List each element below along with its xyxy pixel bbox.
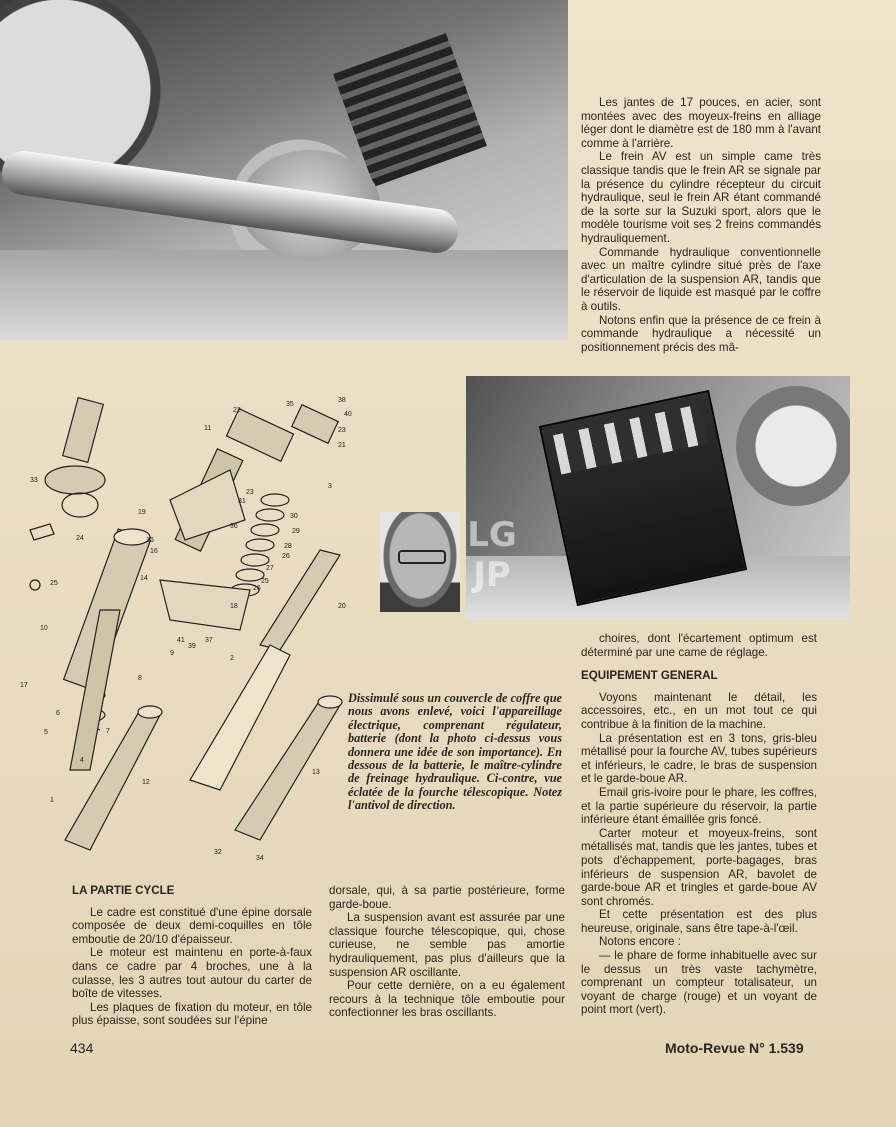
paragraph: Le moteur est maintenu en porte-à-faux dans ce cadre par 4 broches, une à la culasse, les 3 autres tout autour du carter de boîte de vitesses. (72, 946, 312, 1001)
svg-text:22: 22 (233, 407, 241, 414)
paragraph: Notons enfin que la présence de ce frein à commande hydraulique a nécessité un positionnement précis des mâ- (581, 313, 821, 354)
right-bottom-column (581, 632, 817, 1017)
svg-text:21: 21 (338, 442, 346, 449)
svg-text:27: 27 (266, 565, 274, 572)
engine-photo (0, 0, 568, 340)
svg-text:10: 10 (40, 625, 48, 632)
svg-text:33: 33 (30, 477, 38, 484)
svg-text:30: 30 (290, 513, 298, 520)
paragraph: Email gris-ivoire pour le phare, les coffres, et la partie supérieure du réservoir, la partie inférieure étant émaillée gris foncé. (581, 785, 817, 827)
svg-text:13: 13 (312, 769, 320, 776)
portrait-photo (380, 512, 460, 612)
paragraph: Les jantes de 17 pouces, en acier, sont montées avec des moyeux-freins en alliage léger dont le diamètre est de 180 mm à l'avant comme à l'arrière. (581, 96, 821, 150)
svg-text:8: 8 (138, 675, 142, 682)
svg-text:5: 5 (44, 729, 48, 736)
svg-text:36: 36 (230, 523, 238, 530)
paragraph: Les plaques de fixation du moteur, en tôle plus épaisse, sont soudées sur l'épine (72, 1000, 312, 1028)
svg-text:11: 11 (204, 425, 212, 432)
svg-text:37: 37 (205, 637, 213, 644)
svg-text:9: 9 (170, 650, 174, 657)
paragraph: La suspension avant est assurée par une classique fourche télescopique, qui, chose curieuse, ne semble pas amortie hydrauliquement, pas plus d'ailleurs que la suspension AR oscillante. (329, 911, 565, 979)
wheel-shape (736, 386, 850, 506)
svg-text:4: 4 (80, 757, 84, 764)
right-top-column (581, 96, 821, 354)
paragraph: Et cette présentation est des plus heureuse, originale, sans être tape-à-l'œil. (581, 908, 817, 935)
svg-text:16: 16 (150, 548, 158, 555)
svg-text:14: 14 (140, 575, 148, 582)
svg-text:28: 28 (284, 543, 292, 550)
svg-text:39: 39 (188, 643, 196, 650)
left-column (72, 884, 312, 1028)
svg-text:3: 3 (328, 483, 332, 490)
svg-text:34: 34 (256, 855, 264, 862)
svg-text:40: 40 (344, 411, 352, 418)
continuation-text: choires, dont l'écartement optimum est déterminé par une came de réglage. (581, 632, 817, 659)
svg-text:38: 38 (338, 397, 346, 404)
svg-text:41: 41 (177, 637, 185, 644)
svg-text:31: 31 (238, 498, 246, 505)
svg-text:15: 15 (146, 537, 154, 544)
svg-text:23: 23 (246, 489, 254, 496)
svg-text:17: 17 (20, 682, 28, 689)
svg-text:12: 12 (142, 779, 150, 786)
watermark-logo: LG JP (467, 515, 517, 595)
continuation-text: dorsale, qui, à sa partie postérieure, forme garde-boue. (329, 884, 565, 911)
svg-text:32: 32 (214, 849, 222, 856)
photo-caption: Dissimulé sous un couvercle de coffre que nous avons enlevé, voici l'appareillage électrique, comprenant régulateur, batterie (dont la photo ci-dessus vous donnera une idée de son importance). En dessous de la batterie, le maître-cylindre de freinage hydraulique. Ci-contre, vue éclatée de la fourche télescopique. Notez l'antivol de direction. (348, 691, 562, 813)
floor-shading (0, 250, 568, 340)
svg-text:26: 26 (282, 553, 290, 560)
paragraph: Voyons maintenant le détail, les accessoires, etc., en un mot tout ce qui contribue à la finition de la machine. (581, 690, 817, 731)
paragraph: Commande hydraulique conventionnelle avec un maître cylindre situé près de l'axe d'articulation de la suspension AR, tandis que le réservoir de liquide est masqué par le coffre à outils. (581, 245, 821, 313)
svg-text:6: 6 (56, 710, 60, 717)
section-heading-partie-cycle: LA PARTIE CYCLE (72, 884, 175, 897)
glasses-shape (398, 550, 446, 564)
paragraph: Carter moteur et moyeux-freins, sont métallisés mat, tandis que les jantes, tubes et pots d'échappement, porte-bagages, bras inférieurs de suspension AR, bavolet de garde-boue AR et tringles et garde-boue AV sont chromés. (581, 826, 817, 908)
svg-text:19: 19 (138, 509, 146, 516)
exploded-fork-diagram (20, 390, 360, 880)
battery-shape (539, 390, 747, 606)
svg-text:26: 26 (253, 585, 261, 592)
middle-column (329, 884, 565, 1020)
svg-text:25: 25 (50, 580, 58, 587)
section-heading-equipement: EQUIPEMENT GENERAL (581, 669, 718, 683)
paragraph: Le frein AV est un simple came très classique tandis que le frein AR se signale par la présence du cylindre récepteur du circuit hydraulique, seul le frein AR étant commandé de la sorte sur la Suzuki sport, alors que le modèle tourisme voit ses 2 freins commandés hydrauliquement. (581, 150, 821, 245)
paragraph: Le cadre est constitué d'une épine dorsale composée de deux demi-coquilles en tôle emboutie de 20/10 d'épaisseur. (72, 905, 312, 946)
svg-text:24: 24 (76, 535, 84, 542)
page-number: 434 (70, 1040, 94, 1056)
battery-photo (466, 376, 850, 620)
svg-text:29: 29 (292, 528, 300, 535)
svg-text:1: 1 (50, 797, 54, 804)
paragraph: Pour cette dernière, on a eu également recours à la technique tôle emboutie pour confectionner les bras oscillants. (329, 979, 565, 1020)
paragraph: La présentation est en 3 tons, gris-bleu métallisé pour la fourche AV, tubes supérieurs et inférieurs, le cadre, le bras de suspension et le garde-boue AR. (581, 731, 817, 786)
svg-text:23: 23 (338, 427, 346, 434)
paragraph: — le phare de forme inhabituelle avec sur le dessus un très vaste tachymètre, comprenant un compteur totalisateur, un voyant de charge (rouge) et un voyant de point mort (vert). (581, 949, 817, 1017)
svg-text:2: 2 (230, 655, 234, 662)
svg-text:20: 20 (338, 603, 346, 610)
svg-text:7: 7 (106, 728, 110, 735)
svg-text:25: 25 (261, 578, 269, 585)
svg-text:35: 35 (286, 401, 294, 408)
svg-text:18: 18 (230, 603, 238, 610)
paragraph: Notons encore : (599, 935, 681, 949)
magazine-issue: Moto-Revue N° 1.539 (665, 1040, 804, 1056)
